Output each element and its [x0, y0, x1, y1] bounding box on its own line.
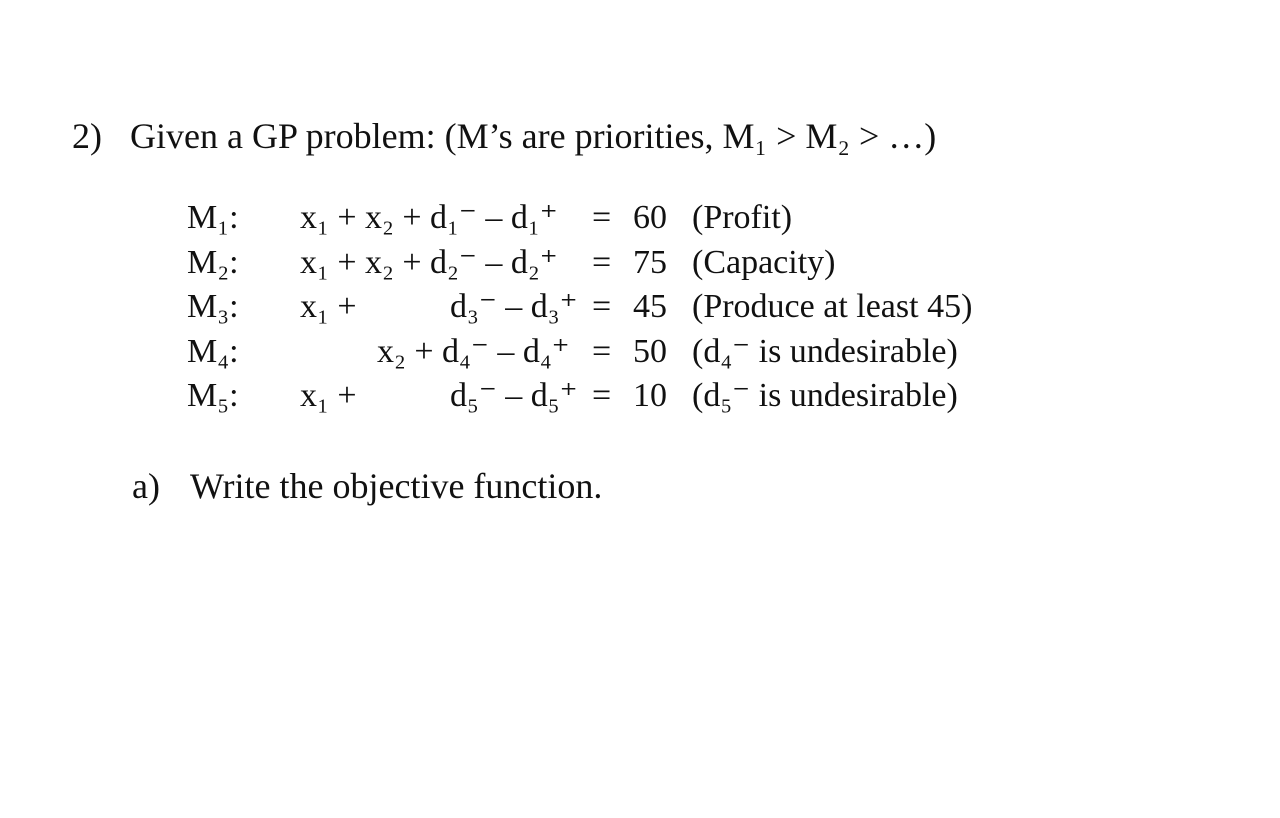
priority-label: M₄:: [187, 332, 239, 370]
equals-sign: =: [592, 288, 612, 325]
part-a: [132, 462, 602, 510]
constraint-lhs: x₁ + x₂ + d₂⁻ – d₂⁺: [300, 243, 558, 281]
equals-sign: =: [592, 199, 612, 236]
constraint-lhs: x₁ +: [300, 288, 357, 325]
constraint-lhs: x₁ +: [300, 377, 357, 414]
target-value: 10: [633, 377, 667, 414]
target-value: 45: [633, 288, 667, 325]
priority-label: M₅:: [187, 377, 239, 414]
equals-sign: =: [592, 243, 612, 281]
question-text: Given a GP problem: (M’s are priorities, M₁ > M₂ > …): [130, 116, 937, 156]
constraint-lhs: x₁ + x₂ + d₁⁻ – d₁⁺: [300, 199, 558, 236]
constraint-deviation-terms: x₂ + d₄⁻ – d₄⁺: [377, 332, 570, 370]
priority-label: M₂:: [187, 243, 239, 281]
goal-note: (Produce at least 45): [692, 288, 973, 325]
goal-note: (Profit): [692, 199, 793, 236]
goal-note: (d₅⁻ is undesirable): [692, 377, 958, 414]
question-heading: [72, 112, 936, 160]
goal-note: (d₄⁻ is undesirable): [692, 332, 958, 370]
target-value: 75: [633, 243, 667, 281]
priority-label: M₁:: [187, 199, 239, 236]
target-value: 60: [633, 199, 667, 236]
target-value: 50: [633, 332, 667, 370]
goal-note: (Capacity): [692, 243, 836, 281]
part-letter: a): [132, 466, 160, 506]
priority-label: M₃:: [187, 288, 239, 325]
constraint-deviation-terms: d₃⁻ – d₃⁺: [450, 288, 578, 325]
equals-sign: =: [592, 332, 612, 370]
part-text: Write the objective function.: [190, 466, 603, 506]
equals-sign: =: [592, 377, 612, 414]
question-number: 2): [72, 116, 102, 156]
constraint-deviation-terms: d₅⁻ – d₅⁺: [450, 377, 578, 414]
